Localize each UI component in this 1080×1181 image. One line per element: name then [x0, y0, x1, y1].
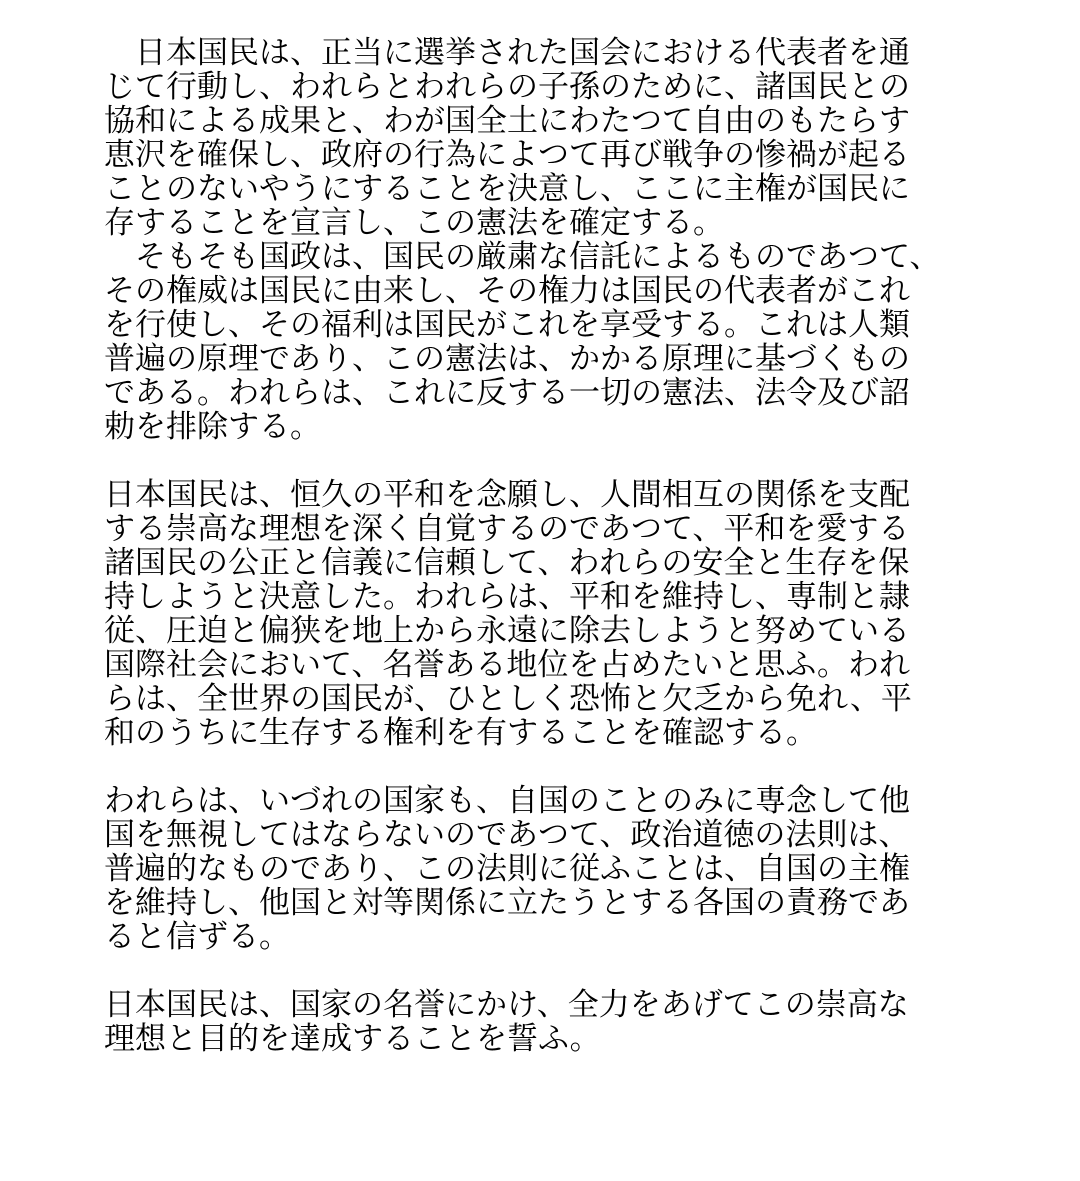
paragraph-1	[104, 36, 984, 240]
text-line: らは、全世界の国民が、ひとしく恐怖と欠乏から免れ、平	[104, 681, 912, 717]
text-line: 国際社会において、名誉ある地位を占めたいと思ふ。われ	[104, 647, 910, 683]
paragraph-4	[104, 784, 984, 954]
text-line: その権威は国民に由来し、その権力は国民の代表者がこれ	[104, 273, 910, 309]
text-line: 普遍の原理であり、この憲法は、かかる原理に基づくもの	[104, 341, 910, 377]
text-line: 持しようと決意した。われらは、平和を維持し、専制と隷	[104, 579, 910, 615]
text-line: を行使し、その福利は国民がこれを享受する。これは人類	[104, 307, 910, 343]
text-line: そもそも国政は、国民の厳粛な信託によるものであつて、	[135, 239, 941, 275]
text-line: 協和による成果と、わが国全土にわたつて自由のもたらす	[104, 103, 910, 139]
paragraph-3	[104, 478, 984, 750]
text-line: ことのないやうにすることを決意し、ここに主権が国民に	[104, 171, 910, 207]
text-line: 日本国民は、正当に選挙された国会における代表者を通	[135, 35, 910, 71]
text-line: 日本国民は、恒久の平和を念願し、人間相互の関係を支配	[104, 477, 910, 513]
paragraph-2	[104, 240, 984, 444]
text-line: を維持し、他国と対等関係に立たうとする各国の責務であ	[104, 885, 910, 921]
paragraph-5	[104, 988, 984, 1056]
text-line: 恵沢を確保し、政府の行為によつて再び戦争の惨禍が起る	[104, 137, 910, 173]
text-line: ると信ずる。	[104, 919, 290, 955]
text-line: 国を無視してはならないのであつて、政治道徳の法則は、	[104, 817, 910, 853]
text-line: 和のうちに生存する権利を有することを確認する。	[104, 715, 817, 751]
text-line: 存することを宣言し、この憲法を確定する。	[104, 205, 724, 241]
text-line: 勅を排除する。	[104, 409, 321, 445]
text-line: 従、圧迫と偏狭を地上から永遠に除去しようと努めている	[104, 613, 910, 649]
text-line: 諸国民の公正と信義に信頼して、われらの安全と生存を保	[104, 545, 910, 581]
document-body	[104, 36, 984, 1056]
text-line: する崇高な理想を深く自覚するのであつて、平和を愛する	[104, 511, 910, 547]
text-line: 普遍的なものであり、この法則に従ふことは、自国の主権	[104, 851, 910, 887]
text-line: である。われらは、これに反する一切の憲法、法令及び詔	[104, 375, 910, 411]
text-line: じて行動し、われらとわれらの子孫のために、諸国民との	[104, 69, 910, 105]
text-line: われらは、いづれの国家も、自国のことのみに専念して他	[104, 783, 910, 819]
text-line: 理想と目的を達成することを誓ふ。	[104, 1021, 601, 1057]
text-line: 日本国民は、国家の名誉にかけ、全力をあげてこの崇高な	[104, 987, 909, 1023]
